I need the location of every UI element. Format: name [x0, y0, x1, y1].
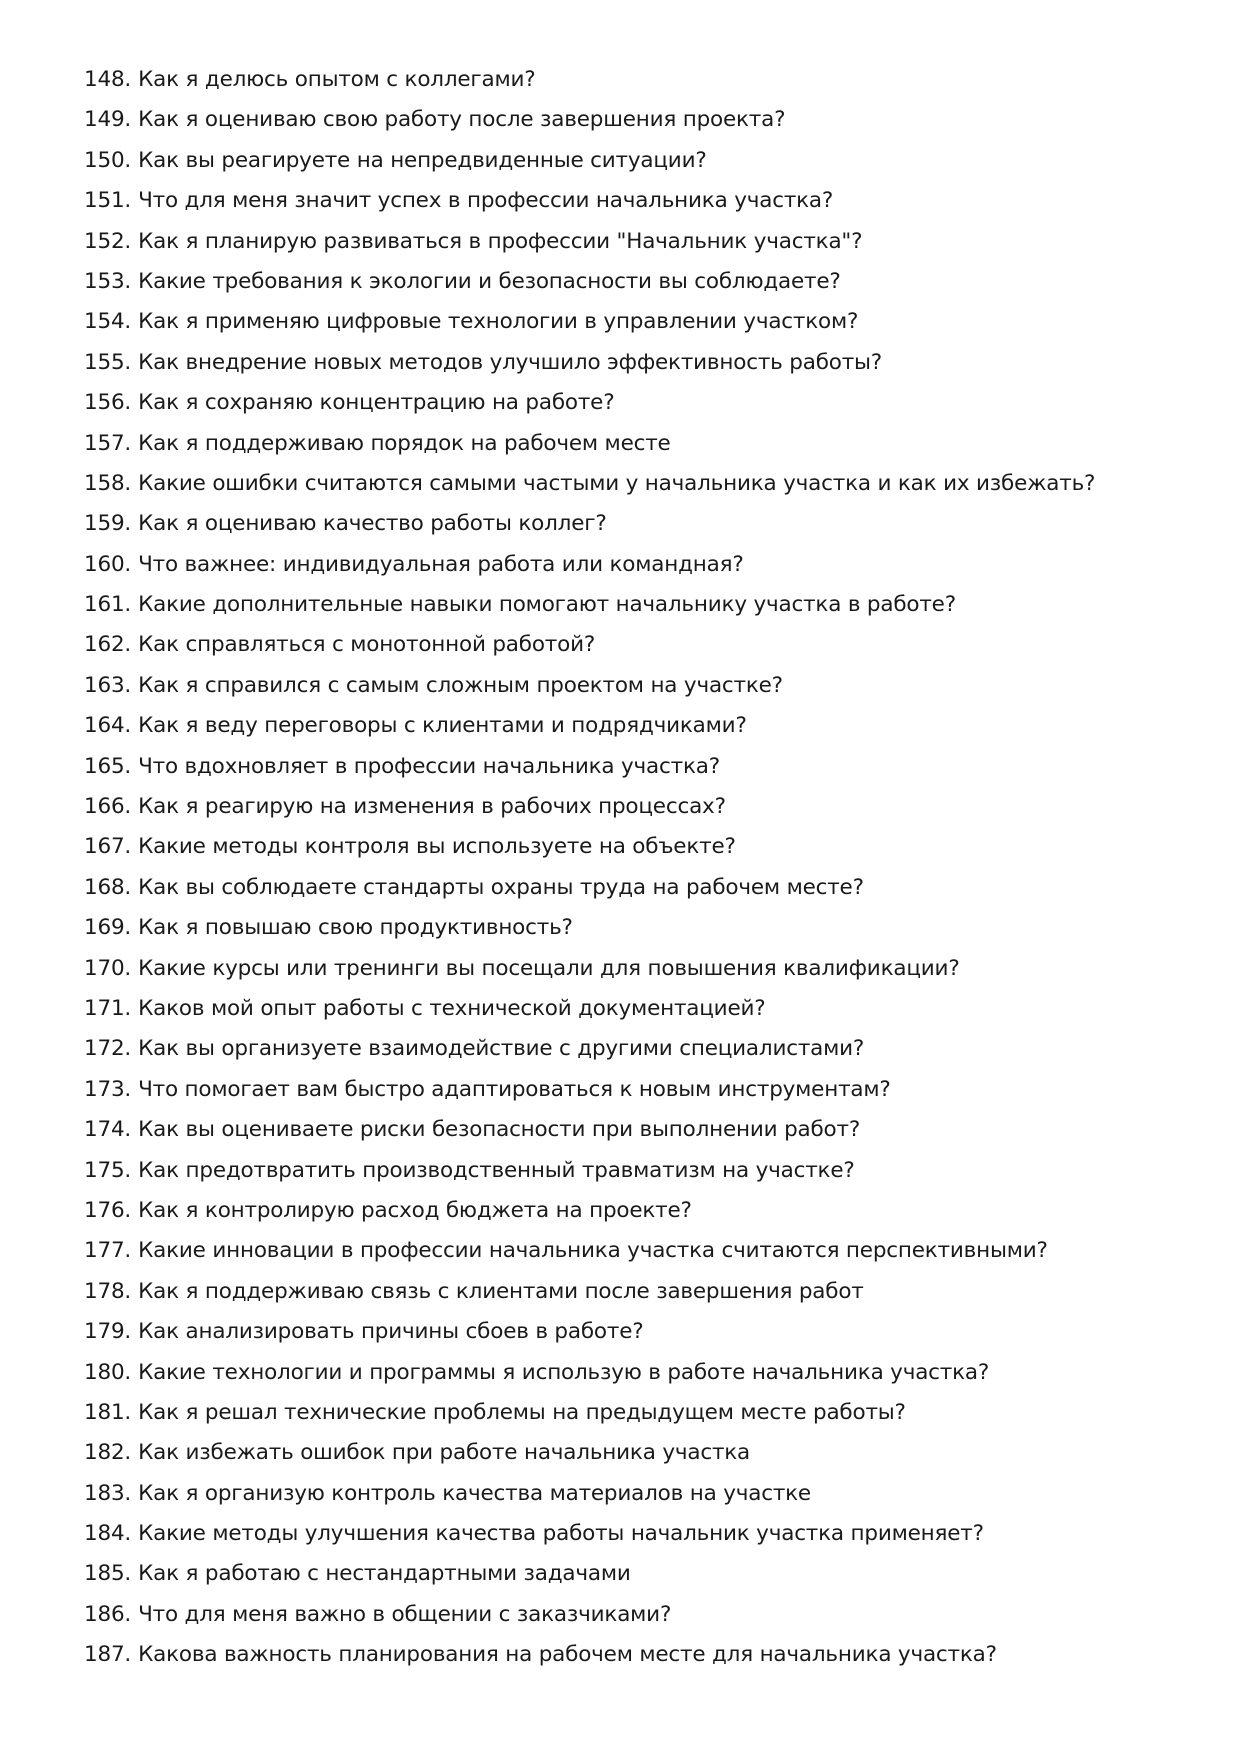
question-text: Как я работаю с нестандартными задачами	[138, 1561, 631, 1587]
question-text: Какие инновации в профессии начальника участка считаются перспективными?	[138, 1238, 1048, 1264]
question-item	[84, 827, 1204, 867]
question-number: 164.	[84, 713, 132, 739]
question-number: 176.	[84, 1197, 132, 1223]
question-text: Какие методы контроля вы используете на объекте?	[138, 834, 736, 860]
question-item	[84, 706, 1204, 746]
question-number: 187.	[84, 1642, 132, 1668]
question-item	[84, 908, 1204, 948]
question-number: 162.	[84, 632, 132, 658]
question-text: Как анализировать причины сбоев в работе?	[138, 1319, 644, 1345]
question-number: 168.	[84, 874, 132, 900]
question-number: 149.	[84, 107, 132, 133]
question-number: 181.	[84, 1399, 132, 1425]
question-item	[84, 504, 1204, 544]
question-item	[84, 100, 1204, 140]
question-text: Какие курсы или тренинги вы посещали для повышения квалификации?	[138, 955, 960, 981]
question-number: 184.	[84, 1521, 132, 1547]
question-text: Как я организую контроль качества материалов на участке	[138, 1480, 811, 1506]
question-text: Как я оцениваю качество работы коллег?	[138, 511, 607, 537]
question-number: 166.	[84, 794, 132, 820]
question-number: 167.	[84, 834, 132, 860]
question-number: 154.	[84, 309, 132, 335]
question-text: Какие методы улучшения качества работы начальник участка применяет?	[138, 1521, 984, 1547]
question-text: Какие технологии и программы я использую в работе начальника участка?	[138, 1359, 990, 1385]
question-item	[84, 343, 1204, 383]
question-item	[84, 1029, 1204, 1069]
question-item	[84, 60, 1204, 100]
question-item	[84, 1514, 1204, 1554]
question-item	[84, 141, 1204, 181]
question-number: 182.	[84, 1440, 132, 1466]
question-number: 163.	[84, 672, 132, 698]
question-number: 152.	[84, 228, 132, 254]
question-item	[84, 1595, 1204, 1635]
question-item	[84, 1393, 1204, 1433]
question-number: 171.	[84, 995, 132, 1021]
question-item	[84, 424, 1204, 464]
question-item	[84, 1554, 1204, 1594]
question-text: Что вдохновляет в профессии начальника участка?	[138, 753, 720, 779]
question-text: Как я реагирую на изменения в рабочих процессах?	[138, 794, 726, 820]
question-text: Как я поддерживаю связь с клиентами после завершения работ	[138, 1278, 864, 1304]
question-text: Как я поддерживаю порядок на рабочем месте	[138, 430, 671, 456]
question-item	[84, 1272, 1204, 1312]
question-item	[84, 625, 1204, 665]
question-item	[84, 1312, 1204, 1352]
question-item	[84, 1151, 1204, 1191]
question-number: 155.	[84, 349, 132, 375]
question-number: 160.	[84, 551, 132, 577]
question-text: Как избежать ошибок при работе начальника участка	[138, 1440, 751, 1466]
question-text: Как я повышаю свою продуктивность?	[138, 915, 573, 941]
question-item	[84, 383, 1204, 423]
question-number: 153.	[84, 268, 132, 294]
question-item	[84, 1070, 1204, 1110]
question-text: Как вы реагируете на непредвиденные ситуации?	[138, 147, 707, 173]
question-number: 173.	[84, 1076, 132, 1102]
question-number: 151.	[84, 188, 132, 214]
question-text: Как я справился с самым сложным проектом на участке?	[138, 672, 783, 698]
question-number: 158.	[84, 470, 132, 496]
question-text: Какие дополнительные навыки помогают начальнику участка в работе?	[138, 592, 956, 618]
question-text: Как я делюсь опытом с коллегами?	[138, 67, 536, 92]
question-number: 178.	[84, 1278, 132, 1304]
question-text: Как справляться с монотонной работой?	[138, 632, 596, 658]
question-text: Что важнее: индивидуальная работа или командная?	[138, 551, 744, 577]
question-number: 161.	[84, 592, 132, 618]
question-text: Каков мой опыт работы с технической документацией?	[138, 995, 766, 1021]
question-text: Как я веду переговоры с клиентами и подрядчиками?	[138, 713, 747, 739]
question-text: Как я оцениваю свою работу после завершения проекта?	[138, 107, 786, 133]
question-number: 186.	[84, 1601, 132, 1627]
question-text: Какова важность планирования на рабочем месте для начальника участка?	[138, 1642, 997, 1668]
question-number: 170.	[84, 955, 132, 981]
question-item	[84, 666, 1204, 706]
question-text: Какие требования к экологии и безопасности вы соблюдаете?	[138, 268, 841, 294]
question-text: Как я решал технические проблемы на предыдущем месте работы?	[138, 1399, 906, 1425]
question-item	[84, 949, 1204, 989]
question-text: Что для меня значит успех в профессии начальника участка?	[138, 188, 834, 214]
question-text: Как вы оцениваете риски безопасности при выполнении работ?	[138, 1117, 861, 1143]
question-number: 156.	[84, 390, 132, 416]
question-number: 174.	[84, 1117, 132, 1143]
question-number: 165.	[84, 753, 132, 779]
question-item	[84, 1474, 1204, 1514]
question-number: 180.	[84, 1359, 132, 1385]
question-item	[84, 545, 1204, 585]
question-number: 157.	[84, 430, 132, 456]
question-item	[84, 262, 1204, 302]
question-text: Как вы соблюдаете стандарты охраны труда на рабочем месте?	[138, 874, 864, 900]
question-number: 150.	[84, 147, 132, 173]
question-number: 148.	[84, 67, 132, 92]
question-text: Как предотвратить производственный травматизм на участке?	[138, 1157, 855, 1183]
question-text: Как внедрение новых методов улучшило эффективность работы?	[138, 349, 883, 375]
question-text: Как я контролирую расход бюджета на проекте?	[138, 1197, 692, 1223]
question-text: Как я планирую развиваться в профессии "Начальник участка"?	[138, 228, 863, 254]
question-text: Какие ошибки считаются самыми частыми у начальника участка и как их избежать?	[138, 470, 1096, 496]
question-item	[84, 1110, 1204, 1150]
question-item	[84, 222, 1204, 262]
question-item	[84, 787, 1204, 827]
question-item	[84, 1433, 1204, 1473]
question-number: 172.	[84, 1036, 132, 1062]
question-number: 169.	[84, 915, 132, 941]
question-item	[84, 1635, 1204, 1675]
question-item	[84, 747, 1204, 787]
question-item	[84, 989, 1204, 1029]
question-text: Что помогает вам быстро адаптироваться к новым инструментам?	[138, 1076, 891, 1102]
question-number: 183.	[84, 1480, 132, 1506]
question-number: 177.	[84, 1238, 132, 1264]
question-number: 185.	[84, 1561, 132, 1587]
question-item	[84, 1353, 1204, 1393]
question-number: 179.	[84, 1319, 132, 1345]
question-item	[84, 868, 1204, 908]
question-item	[84, 181, 1204, 221]
question-item	[84, 302, 1204, 342]
question-text: Как я сохраняю концентрацию на работе?	[138, 390, 615, 416]
question-item	[84, 464, 1204, 504]
question-text: Как вы организуете взаимодействие с другими специалистами?	[138, 1036, 865, 1062]
question-number: 159.	[84, 511, 132, 537]
question-number: 175.	[84, 1157, 132, 1183]
question-text: Как я применяю цифровые технологии в управлении участком?	[138, 309, 859, 335]
question-item	[84, 585, 1204, 625]
question-list	[84, 60, 1204, 1676]
question-item	[84, 1191, 1204, 1231]
question-item	[84, 1231, 1204, 1271]
question-text: Что для меня важно в общении с заказчиками?	[138, 1601, 672, 1627]
